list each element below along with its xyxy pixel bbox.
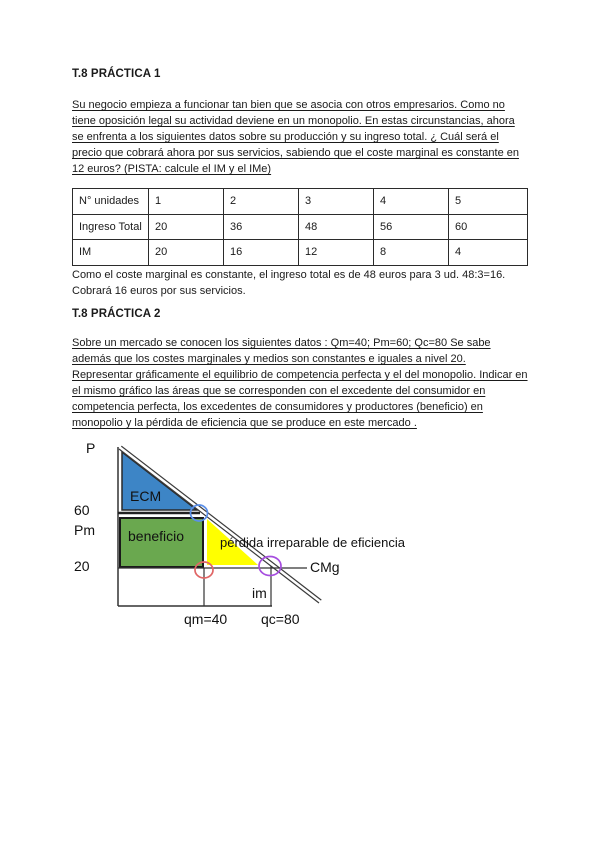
cell-im-5: 4	[449, 240, 528, 266]
tick-20: 20	[74, 558, 90, 574]
row-header-ingreso-total: Ingreso Total	[73, 214, 149, 240]
qm-axis-label: qm=40	[184, 611, 228, 627]
table-row-unidades	[73, 189, 528, 215]
practica1-title: T.8 PRÁCTICA 1	[72, 68, 161, 80]
cell-unidades-1: 1	[149, 189, 224, 215]
cell-ingreso-2: 36	[224, 214, 299, 240]
im-label: im	[252, 585, 267, 601]
table-row-im	[73, 240, 528, 266]
cell-ingreso-4: 56	[374, 214, 449, 240]
cell-im-1: 20	[149, 240, 224, 266]
cmg-label: CMg	[310, 559, 340, 575]
profit-label: beneficio	[128, 528, 185, 544]
practica1-statement: Su negocio empieza a funcionar tan bien que se asocia con otros empresarios. Como no tiene oposición legal su actividad deviene en un monopolio. En estas circunstancias, ahora se enfrenta a los siguientes datos sobre su producción y su ingreso total. ¿ Cuál será el precio que cobrará ahora por sus servicios, sabiendo que el coste marginal es constante en 12 euros? (PISTA: calcule el IM y el IMe)	[72, 99, 519, 175]
tick-pm: Pm	[74, 522, 95, 538]
cell-ingreso-1: 20	[149, 214, 224, 240]
cell-unidades-3: 3	[299, 189, 374, 215]
cell-im-3: 12	[299, 240, 374, 266]
row-header-im: IM	[73, 240, 149, 266]
cell-ingreso-5: 60	[449, 214, 528, 240]
cell-im-4: 8	[374, 240, 449, 266]
cell-ingreso-3: 48	[299, 214, 374, 240]
practica1-answer: Como el coste marginal es constante, el ingreso total es de 48 euros para 3 ud. 48:3=16. Cobrará 16 euros por sus servicios.	[72, 269, 506, 297]
y-axis-title: P	[86, 440, 96, 456]
ingreso-table	[72, 188, 528, 266]
deadweight-loss-label: pérdida irreparable de eficiencia	[220, 535, 406, 550]
cell-unidades-4: 4	[374, 189, 449, 215]
cell-im-2: 16	[224, 240, 299, 266]
consumer-surplus-label: ECM	[130, 488, 162, 504]
cell-unidades-5: 5	[449, 189, 528, 215]
practica2-title: T.8 PRÁCTICA 2	[72, 308, 161, 320]
qc-axis-label: qc=80	[261, 611, 300, 627]
practica2-statement: Sobre un mercado se conocen los siguientes datos : Qm=40; Pm=60; Qc=80 Se sabe además que los costes marginales y medios son constantes e iguales a nivel 20. Representar gráficamente el equilibrio de competencia perfecta y el del monopolio. Indicar en el mismo gráfico las áreas que se corresponden con el excedente del consumidor en competencia perfecta, los excedentes de consumidores y productores (beneficio) en monopolio y la pérdida de eficiencia que se produce en este mercado .	[72, 337, 528, 429]
tick-60: 60	[74, 502, 90, 518]
monopoly-diagram	[60, 440, 480, 645]
table-row-ingreso-total	[73, 214, 528, 240]
cell-unidades-2: 2	[224, 189, 299, 215]
row-header-unidades: N° unidades	[73, 189, 149, 215]
